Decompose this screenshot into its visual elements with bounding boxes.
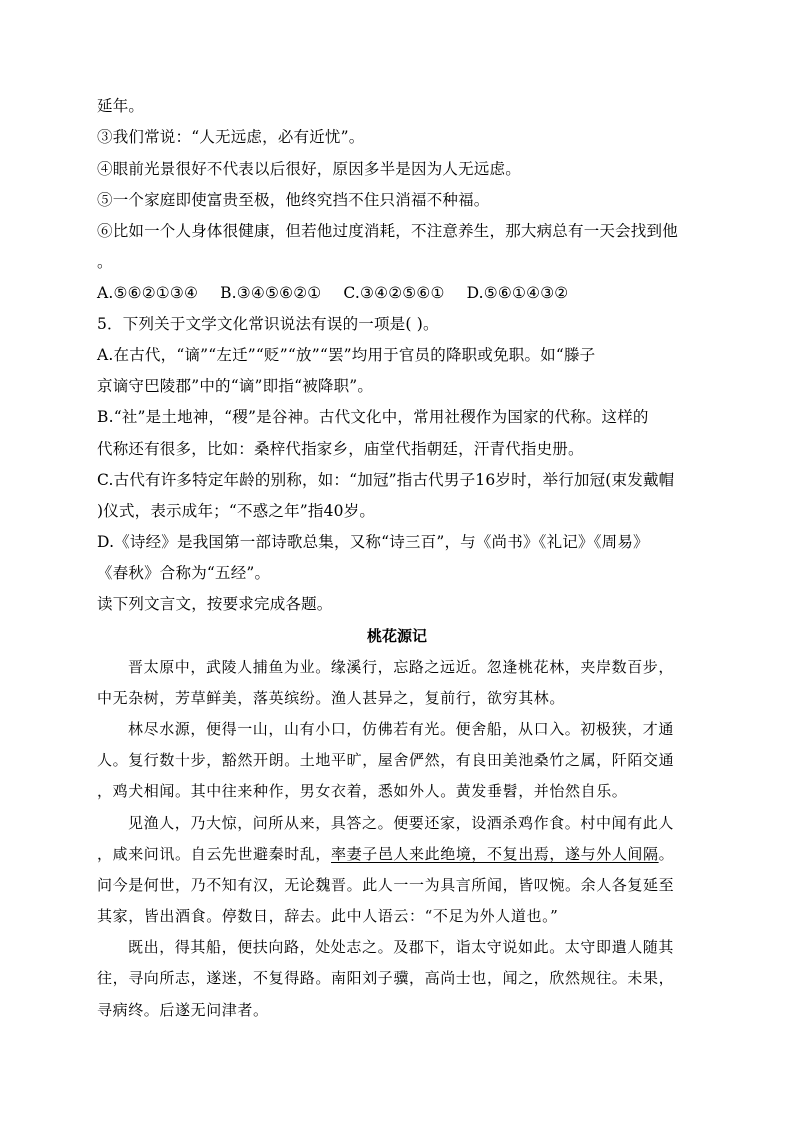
option-d: D.⑤⑥①④③② xyxy=(466,284,569,302)
text-line-6: 。 xyxy=(97,253,113,271)
option-c: C.③④②⑤⑥① xyxy=(343,284,445,302)
passage-p1-line2: 中无杂树，芳草鲜美，落英缤纷。渔人甚异之，复前行，欲穷其林。 xyxy=(97,689,566,707)
passage-p2-line2: 人。复行数十步，豁然开朗。土地平旷，屋舍俨然，有良田美池桑竹之属，阡陌交通 xyxy=(97,751,675,769)
passage-p2-line1: 林尽水源，便得一山，山有小口，仿佛若有光。便舍船，从口入。初极狭，才通 xyxy=(128,720,675,738)
passage-p3-line2-end: 。 xyxy=(658,845,675,863)
passage-p3-line2-start: ，咸来问讯。自云先世避秦时乱， xyxy=(97,845,332,863)
q5-option-b-line2: 代称还有很多，比如：桑梓代指家乡，庙堂代指朝廷，汗青代指史册。 xyxy=(97,440,584,458)
passage-p2-line3: ，鸡犬相闻。其中往来种作，男女衣着，悉如外人。黄发垂髫，并怡然自乐。 xyxy=(97,782,628,800)
q5-option-a-line2: 京谪守巴陵郡”中的“谪”即指“被降职”。 xyxy=(97,377,374,395)
underlined-sentence: 率妻子邑人来此绝境，不复出焉，遂与外人间隔 xyxy=(331,845,659,863)
passage-p3-line4: 其家，皆出酒食。停数日，辞去。此中人语云：“不足为外人道也。” xyxy=(97,907,559,925)
q5-option-b-line1: B.“社”是土地神，“稷”是谷神。古代文化中，常用社稷作为国家的代称。这样的 xyxy=(97,408,649,426)
text-line-3: ④眼前光景很好不代表以后很好，原因多半是因为人无远虑。 xyxy=(97,160,521,178)
passage-p4-line1: 既出，得其船，便扶向路，处处志之。及郡下，诣太守说如此。太守即遣人随其 xyxy=(128,938,675,956)
passage-p3-line3: 问今是何世，乃不知有汉，无论魏晋。此人一一为具言所闻，皆叹惋。余人各复延至 xyxy=(97,876,675,894)
option-a: A.⑤⑥②①③④ xyxy=(97,284,199,302)
q4-options xyxy=(97,282,697,304)
q5-option-d-line2: 《春秋》合称为“五经”。 xyxy=(97,564,271,582)
option-b: B.③④⑤⑥②① xyxy=(220,284,322,302)
passage-p4-line2: 往，寻向所志，遂迷，不复得路。南阳刘子骥，高尚士也，闻之，欣然规往。未果， xyxy=(97,969,675,987)
reading-instruction: 读下列文言文，按要求完成各题。 xyxy=(97,595,333,613)
q5-option-c-line2: )仪式，表示成年；“不惑之年”指40岁。 xyxy=(97,502,376,520)
passage-p3-line1: 见渔人，乃大惊，问所从来，具答之。便要还家，设酒杀鸡作食。村中闻有此人 xyxy=(128,814,675,832)
text-line-1: 延年。 xyxy=(97,97,145,115)
passage-p1-line1: 晋太原中，武陵人捕鱼为业。缘溪行，忘路之远近。忽逢桃花林，夹岸数百步， xyxy=(128,658,675,676)
q5-option-d-line1: D.《诗经》是我国第一部诗歌总集，又称“诗三百”，与《尚书》《礼记》《周易》 xyxy=(97,533,649,551)
text-line-4: ⑤一个家庭即使富贵至极，他终究挡不住只消福不种福。 xyxy=(97,191,490,209)
text-line-2: ③我们常说：“人无远虑，必有近忧”。 xyxy=(97,128,365,146)
q5-option-c-line1: C.古代有许多特定年龄的别称，如：“加冠”指古代男子16岁时，举行加冠(束发戴帽 xyxy=(97,471,675,489)
passage-p4-line3: 寻病终。后遂无问津者。 xyxy=(97,1001,269,1019)
text-line-5: ⑥比如一个人身体很健康，但若他过度消耗，不注意养生，那大病总有一天会找到他 xyxy=(97,222,678,240)
q5-option-a-line1: A.在古代，“谪”“左迁”“贬”“放”“罢”均用于官员的降职或免职。如“滕子 xyxy=(97,346,596,364)
passage-title: 桃花源记 xyxy=(366,627,427,645)
passage-p3-line2 xyxy=(97,843,697,865)
q5-stem: 5．下列关于文学文化常识说法有误的一项是( )。 xyxy=(97,315,439,333)
